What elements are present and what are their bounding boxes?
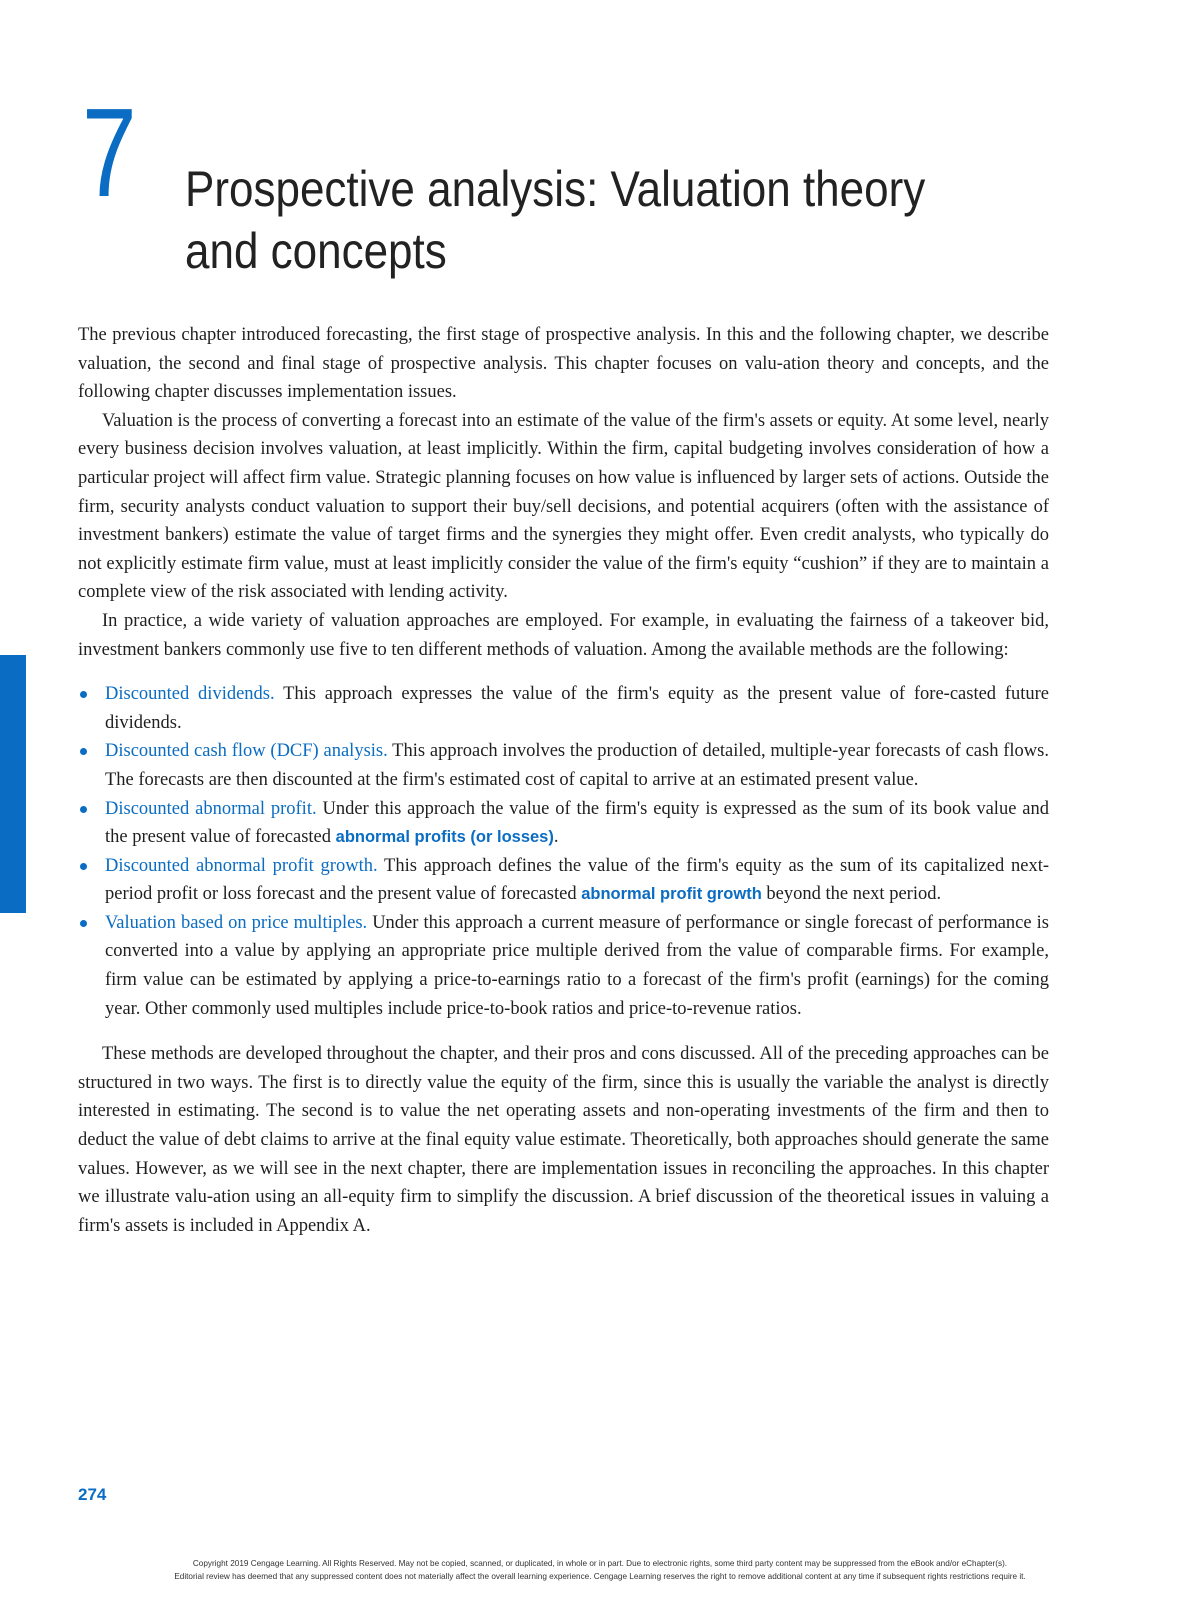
method-text: This approach expresses the value of the firm's equity as the present value of fore-casted future dividends. — [105, 684, 1050, 733]
method-term: Discounted abnormal profit growth. — [105, 855, 378, 876]
page-number: 274 — [78, 1485, 107, 1504]
method-text: Under this approach the value of the firm's equity is expressed as the sum of its book value and the present value of forecasted — [105, 798, 1049, 848]
list-item — [78, 795, 1049, 852]
method-term: Discounted cash flow (DCF) analysis. — [105, 741, 388, 762]
chapter-body — [78, 321, 1049, 1240]
valuation-paragraph: Valuation is the process of converting a forecast into an estimate of the value of the firm's assets or equity. At some level, nearly every business decision involves valuation, at least implicitly. Within the firm, capital budgeting involves consideration of how a particular project will affect firm value. Strategic planning focuses on how value is influenced by larger sets of actions. Outside the firm, security analysts conduct valuation to support their buy/sell decisions, and potential acquirers (often with the assistance of investment bankers) estimate the value of target firms and the synergies they might offer. Even credit analysts, who typically do not explicitly estimate firm value, must at least implicitly consider the value of the firm's equity “cushion” if they are to maintain a complete view of the risk associated with lending activity. — [78, 410, 1049, 603]
list-item — [78, 909, 1049, 1023]
list-item — [78, 737, 1049, 794]
copyright-line: Editorial review has deemed that any suppressed content does not materially affect the overall learning experience. Cengage Learning reserves the right to remove additional content at any time if subsequent rights restrictions require it. — [174, 1572, 1026, 1581]
copyright-notice — [70, 1557, 1130, 1583]
keyword-term: abnormal profits (or losses) — [335, 828, 554, 847]
method-text-after: . — [553, 827, 559, 848]
chapter-number: 7 — [82, 82, 137, 223]
method-text: Under this approach a current measure of performance or single forecast of performance is converted into a value by applying an appropriate price multiple derived from the value of comparable firms. For example, firm value can be estimated by applying a price-to-earnings ratio to a forecast of the firm's profit (earnings) for the coming year. Other commonly used multiples include price-to-book ratios and price-to-revenue ratios. — [105, 912, 1049, 1019]
bullet-icon — [80, 691, 87, 698]
method-term: Valuation based on price multiples. — [105, 912, 368, 933]
list-item — [78, 852, 1049, 909]
method-text: This approach defines the value of the firm's equity as the sum of its capitalized next-period profit or loss forecast and the present value of forecasted — [105, 855, 1049, 905]
intro-paragraph: The previous chapter introduced forecasting, the first stage of prospective analysis. In this and the following chapter, we describe valuation, the second and final stage of prospective analysis. This chapter focuses on valu-ation theory and concepts, and the following chapter discusses implementation issues. — [78, 325, 1049, 403]
bullet-icon — [80, 806, 87, 813]
method-term: Discounted abnormal profit. — [105, 798, 317, 819]
valuation-methods-list — [78, 680, 1049, 1023]
keyword-term: abnormal profit growth — [581, 885, 762, 904]
closing-paragraph: These methods are developed throughout the chapter, and their pros and cons discussed. All of the preceding approaches can be structured in two ways. The first is to directly value the equity of the firm, since this is usually the variable the analyst is directly interested in estimating. The second is to value the net operating assets and non-operating investments of the firm and then to deduct the value of debt claims to arrive at the final equity value estimate. Theoretically, both approaches should generate the same values. However, as we will see in the next chapter, there are implementation issues in reconciling the approaches. In this chapter we illustrate valu-ation using an all-equity firm to simplify the discussion. A brief discussion of the theoretical issues in valuing a firm's assets is included in Appendix A. — [78, 1044, 1049, 1236]
bullet-icon — [80, 863, 87, 870]
method-text-after: beyond the next period. — [761, 884, 942, 905]
bullet-icon — [80, 748, 87, 755]
method-text: This approach involves the production of detailed, multiple-year forecasts of cash flows. The forecasts are then discounted at the firm's estimated cost of capital to arrive at an estimated present value. — [105, 741, 1049, 790]
chapter-title: Prospective analysis: Valuation theory and concepts — [185, 161, 926, 279]
chapter-side-tab — [0, 655, 26, 913]
list-item — [78, 680, 1049, 737]
bullet-icon — [80, 920, 87, 927]
method-term: Discounted dividends. — [105, 684, 275, 705]
copyright-line: Copyright 2019 Cengage Learning. All Rights Reserved. May not be copied, scanned, or duplicated, in whole or in part. Due to electronic rights, some third party content may be suppressed from the eBook and/or eChapter(s). — [192, 1559, 1008, 1568]
practice-paragraph: In practice, a wide variety of valuation approaches are employed. For example, in evaluating the fairness of a takeover bid, investment bankers commonly use five to ten different methods of valuation. Among the available methods are the following: — [78, 610, 1049, 660]
